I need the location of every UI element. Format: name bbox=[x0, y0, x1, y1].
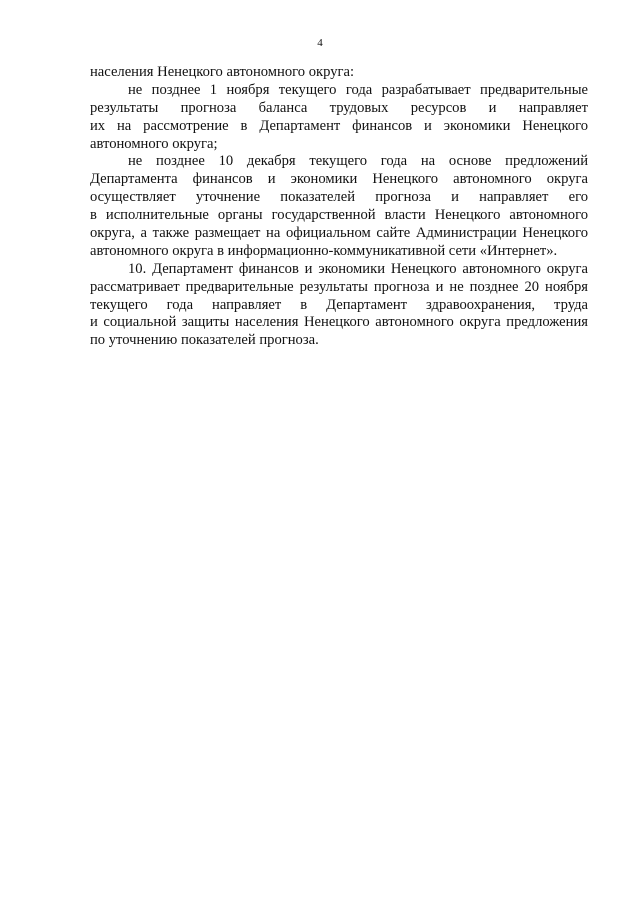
text-line: и социальной защиты населения Ненецкого автономного округа предложения bbox=[90, 314, 588, 331]
text-line: результаты прогноза баланса трудовых ресурсов и направляет bbox=[90, 99, 588, 116]
text-line: Департамента финансов и экономики Ненецкого автономного округа bbox=[90, 171, 588, 188]
text-line: не позднее 1 ноября текущего года разрабатывает предварительные bbox=[128, 81, 588, 98]
text-line: автономного округа; bbox=[90, 135, 218, 152]
page-number: 4 bbox=[317, 37, 323, 49]
document-body bbox=[90, 64, 588, 350]
text-line: текущего года направляет в Департамент здравоохранения, труда bbox=[90, 296, 588, 313]
text-line: рассматривает предварительные результаты прогноза и не позднее 20 ноября bbox=[90, 278, 588, 295]
text-line: 10. Департамент финансов и экономики Ненецкого автономного округа bbox=[128, 260, 588, 277]
text-line: округа, а также размещает на официальном сайте Администрации Ненецкого bbox=[90, 225, 588, 242]
text-line: населения Ненецкого автономного округа: bbox=[90, 64, 355, 80]
text-line: их на рассмотрение в Департамент финансов и экономики Ненецкого bbox=[90, 117, 588, 134]
text-line: не позднее 10 декабря текущего года на основе предложений bbox=[128, 153, 588, 170]
text-line: автономного округа в информационно-коммуникативной сети «Интернет». bbox=[90, 242, 558, 259]
text-line: по уточнению показателей прогноза. bbox=[90, 332, 319, 349]
text-line: осуществляет уточнение показателей прогноза и направляет его bbox=[90, 189, 588, 206]
text-line: в исполнительные органы государственной власти Ненецкого автономного bbox=[90, 207, 588, 224]
